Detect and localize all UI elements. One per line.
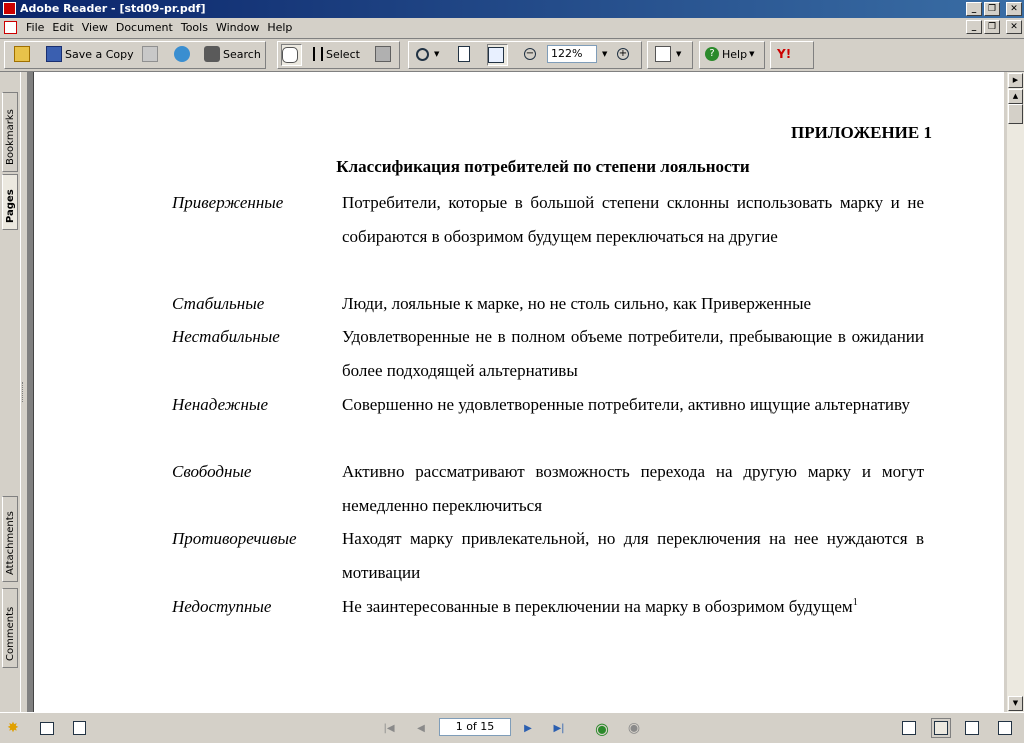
page-size-icon[interactable] [38,720,56,736]
toolbar [0,39,1024,72]
scroll-down-button[interactable]: ▼ [1008,696,1023,711]
menu-window[interactable]: Window [215,21,260,34]
adobe-reader-icon [3,2,16,15]
menu-document[interactable]: Document [115,21,173,34]
loyalty-term: Свободные [172,462,252,481]
menu-help[interactable]: Help [267,21,293,34]
help-icon: ? [705,47,719,61]
go-forward-icon[interactable]: ◉ [627,720,641,736]
open-folder-icon [14,46,30,62]
vertical-scrollbar[interactable] [1007,72,1024,712]
minus-icon: − [525,48,535,59]
loyalty-term: Ненадежные [172,395,268,414]
tab-comments-label: Comments [5,606,16,661]
help-label: Help [722,47,748,61]
menu-edit[interactable]: Edit [52,21,74,34]
plus-icon: + [618,48,628,59]
chevron-down-icon[interactable]: ▼ [602,50,608,58]
doc-close-button[interactable]: ✕ [1006,20,1022,34]
next-page-button[interactable]: ▶ [524,722,532,734]
loyalty-term: Стабильные [172,294,265,313]
zoom-level-value[interactable]: 122% [547,45,597,63]
tab-pages[interactable] [2,174,18,230]
select-label: Select [326,47,360,61]
binoculars-icon [204,46,220,62]
document-icon[interactable] [4,21,17,34]
page-number-field[interactable]: 1 of 15 [439,718,511,736]
camera-icon [375,46,391,62]
print-icon [142,46,158,62]
loyalty-definition [342,590,924,624]
search-label: Search [223,47,261,61]
save-icon [46,46,62,62]
loyalty-definition: Люди, лояльные к марке, но не столь сильно, как Приверженные [342,294,812,313]
document-viewport[interactable] [28,72,1003,712]
window-title: Adobe Reader - [std09-pr.pdf] [20,2,206,15]
tab-bookmarks-label: Bookmarks [5,109,16,165]
fit-width-button[interactable] [487,44,508,66]
chevron-down-icon: ▼ [676,50,682,58]
last-page-button[interactable]: ▶| [553,722,565,734]
tab-bookmarks[interactable] [2,92,18,172]
email-icon [174,46,190,62]
definition-text: Не заинтересованные в переключении на марку в обозримом будущем [342,597,853,616]
zoom-in-icon [416,48,429,61]
splitter-grip[interactable] [22,382,27,402]
fit-page-icon [458,46,470,62]
email-button[interactable] [174,44,193,64]
fit-page-button[interactable] [458,44,473,64]
search-button[interactable] [204,44,261,64]
go-back-icon[interactable]: ◉ [595,718,609,738]
yahoo-button[interactable] [777,44,794,64]
save-copy-button[interactable] [46,44,134,64]
tab-pages-label: Pages [5,189,16,223]
facing-layout-icon[interactable] [996,720,1014,736]
footnote-marker[interactable]: 1 [852,597,858,608]
select-tool-button[interactable] [313,44,360,64]
loyalty-definition: Активно рассматривают возможность перехода на другую марку и могут немедленно переключиться [342,462,924,515]
document-title: Классификация потребителей по степени лояльности [336,157,750,176]
loyalty-definition: Потребители, которые в большой степени склонны использовать марку и не собираются в обозримом будущем переключаться на другие [342,193,924,246]
status-bar [0,712,1024,743]
loyalty-term: Противоречивые [172,529,297,548]
loyalty-definition: Находят марку привлекательной, но для переключения на нее нуждаются в мотивации [342,529,924,582]
appendix-heading: ПРИЛОЖЕНИЕ 1 [791,123,932,142]
page-layout-button[interactable] [655,44,681,64]
scroll-thumb[interactable] [1008,104,1023,124]
scroll-up-button[interactable]: ▲ [1008,89,1023,104]
tab-attachments[interactable] [2,496,18,582]
menu-view[interactable]: View [81,21,108,34]
continuous-layout-icon[interactable] [932,720,950,736]
document-properties-icon[interactable] [70,720,88,736]
title-bar [0,0,1024,18]
chevron-down-icon: ▼ [434,50,440,58]
doc-minimize-button[interactable]: _ [966,20,982,34]
previous-page-button[interactable]: ◀ [417,722,425,734]
zoom-out-button[interactable] [524,44,539,64]
loyalty-definition: Совершенно не удовлетворенные потребители, активно ищущие альтернативу [342,395,910,414]
navigation-pane-tabs [0,72,20,712]
fit-width-icon [488,47,504,63]
loyalty-definition: Удовлетворенные не в полном объеме потребители, пребывающие в ожидании более подходящей альтернативы [342,327,924,380]
zoom-level-select[interactable] [547,44,607,64]
yahoo-icon: Y! [777,47,792,61]
pdf-page [33,72,1004,712]
loyalty-term: Нестабильные [172,327,280,346]
next-page-arrow-icon[interactable]: ▶ [1008,73,1023,88]
continuous-facing-layout-icon[interactable] [963,720,981,736]
help-button[interactable] [705,44,754,64]
menu-tools[interactable]: Tools [180,21,208,34]
chevron-down-icon: ▼ [749,50,755,58]
sun-icon: ✸ [7,720,19,736]
menu-file[interactable]: File [26,21,45,34]
restore-button[interactable]: ❐ [984,2,1000,16]
tab-attachments-label: Attachments [5,511,16,575]
text-cursor-icon [313,47,323,61]
hand-icon [282,47,298,63]
close-button[interactable]: ✕ [1006,2,1022,16]
print-button[interactable] [142,44,161,64]
open-button[interactable] [14,44,33,64]
loyalty-term: Недоступные [172,597,272,616]
single-page-layout-icon[interactable] [900,720,918,736]
tab-comments[interactable] [2,588,18,668]
zoom-in-button[interactable] [617,44,632,64]
hand-tool-button[interactable] [281,44,302,66]
menu-bar [0,18,1024,39]
snapshot-button[interactable] [375,44,394,64]
minimize-button[interactable]: _ [966,2,982,16]
zoom-tool-button[interactable] [416,44,439,64]
doc-restore-button[interactable]: ❐ [984,20,1000,34]
first-page-button[interactable]: |◀ [383,722,395,734]
loyalty-term: Приверженные [172,193,284,212]
save-copy-label: Save a Copy [65,47,134,61]
pages-icon [655,46,671,62]
